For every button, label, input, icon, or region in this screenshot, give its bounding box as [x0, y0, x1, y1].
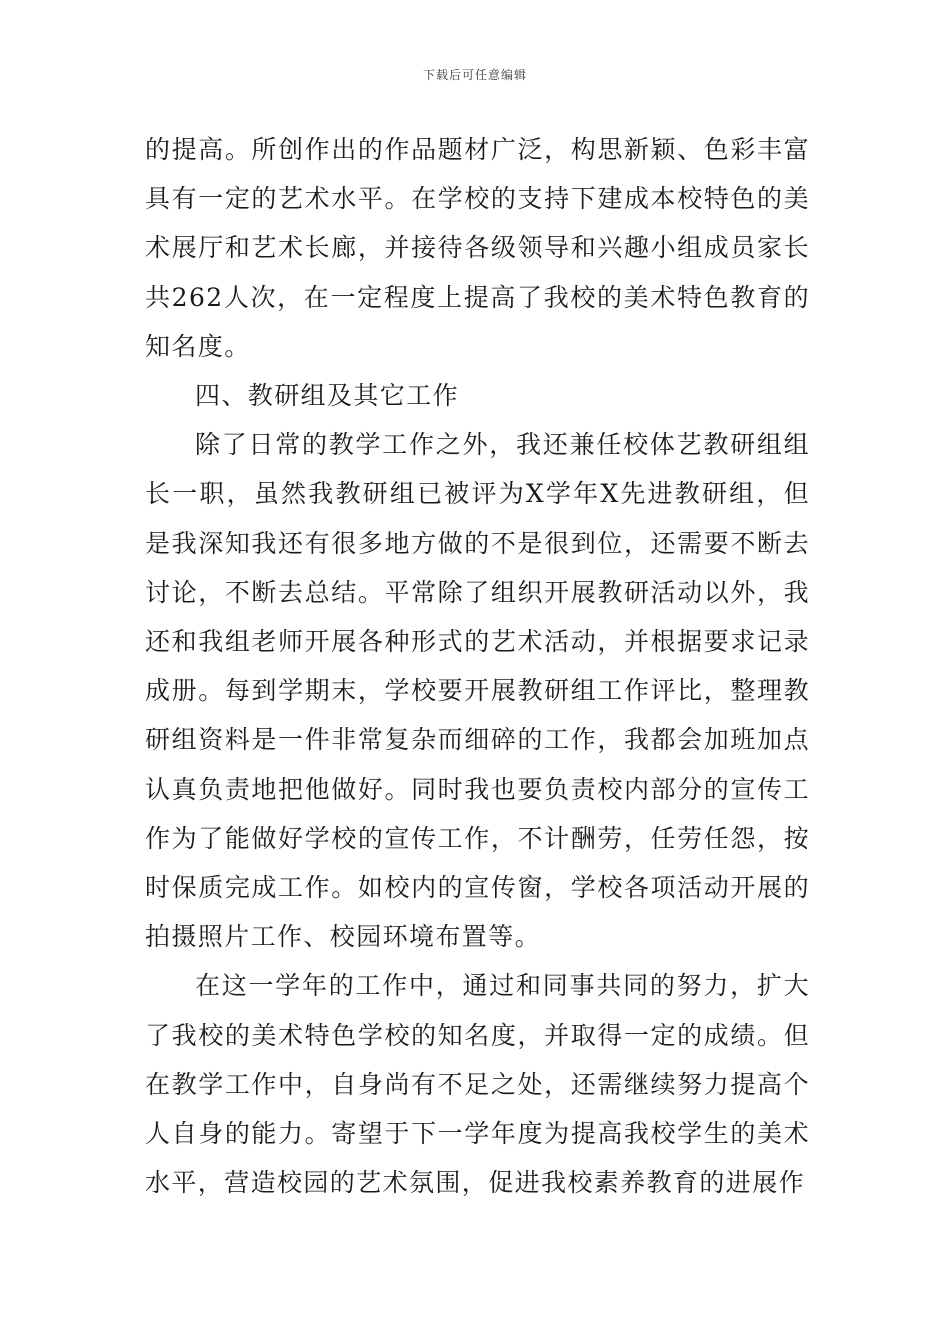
paragraph-teaching-research: 除了日常的教学工作之外，我还兼任校体艺教研组组长一职，虽然我教研组已被评为X学年X先进教研组，但是我深知我还有很多地方做的不是很到位，还需要不断去讨论，不断去总结。平常除了组织开展教研活动以外，我还和我组老师开展各种形式的艺术活动，并根据要求记录成册。每到学期末，学校要开展教研组工作评比，整理教研组资料是一件非常复杂而细碎的工作，我都会加班加点认真负责地把他做好。同时我也要负责校内部分的宣传工作为了能做好学校的宣传工作，不计酬劳，任劳任怨，按时保质完成工作。如校内的宣传窗，学校各项活动开展的拍摄照片工作、校园环境布置等。	[145, 430, 810, 952]
paragraph-summary: 在这一学年的工作中，通过和同事共同的努力，扩大了我校的美术特色学校的知名度，并取得一定的成绩。但在教学工作中，自身尚有不足之处，还需继续努力提高个人自身的能力。寄望于下一学年度为提高我校学生的美术水平，营造校园的艺术氛围，促进我校素养教育的进展作	[145, 971, 810, 1198]
page-header: 下载后可任意编辑	[422, 68, 527, 82]
paragraph-continuation: 的提高。所创作出的作品题材广泛，构思新颖、色彩丰富具有一定的艺术水平。在学校的支持下建成本校特色的美术展厅和艺术长廊，并接待各级领导和兴趣小组成员家长共262人次，在一定程度上提高了我校的美术特色教育的知名度。	[145, 135, 810, 361]
section-heading: 四、教研组及其它工作	[195, 381, 460, 411]
document-body	[145, 125, 810, 1207]
